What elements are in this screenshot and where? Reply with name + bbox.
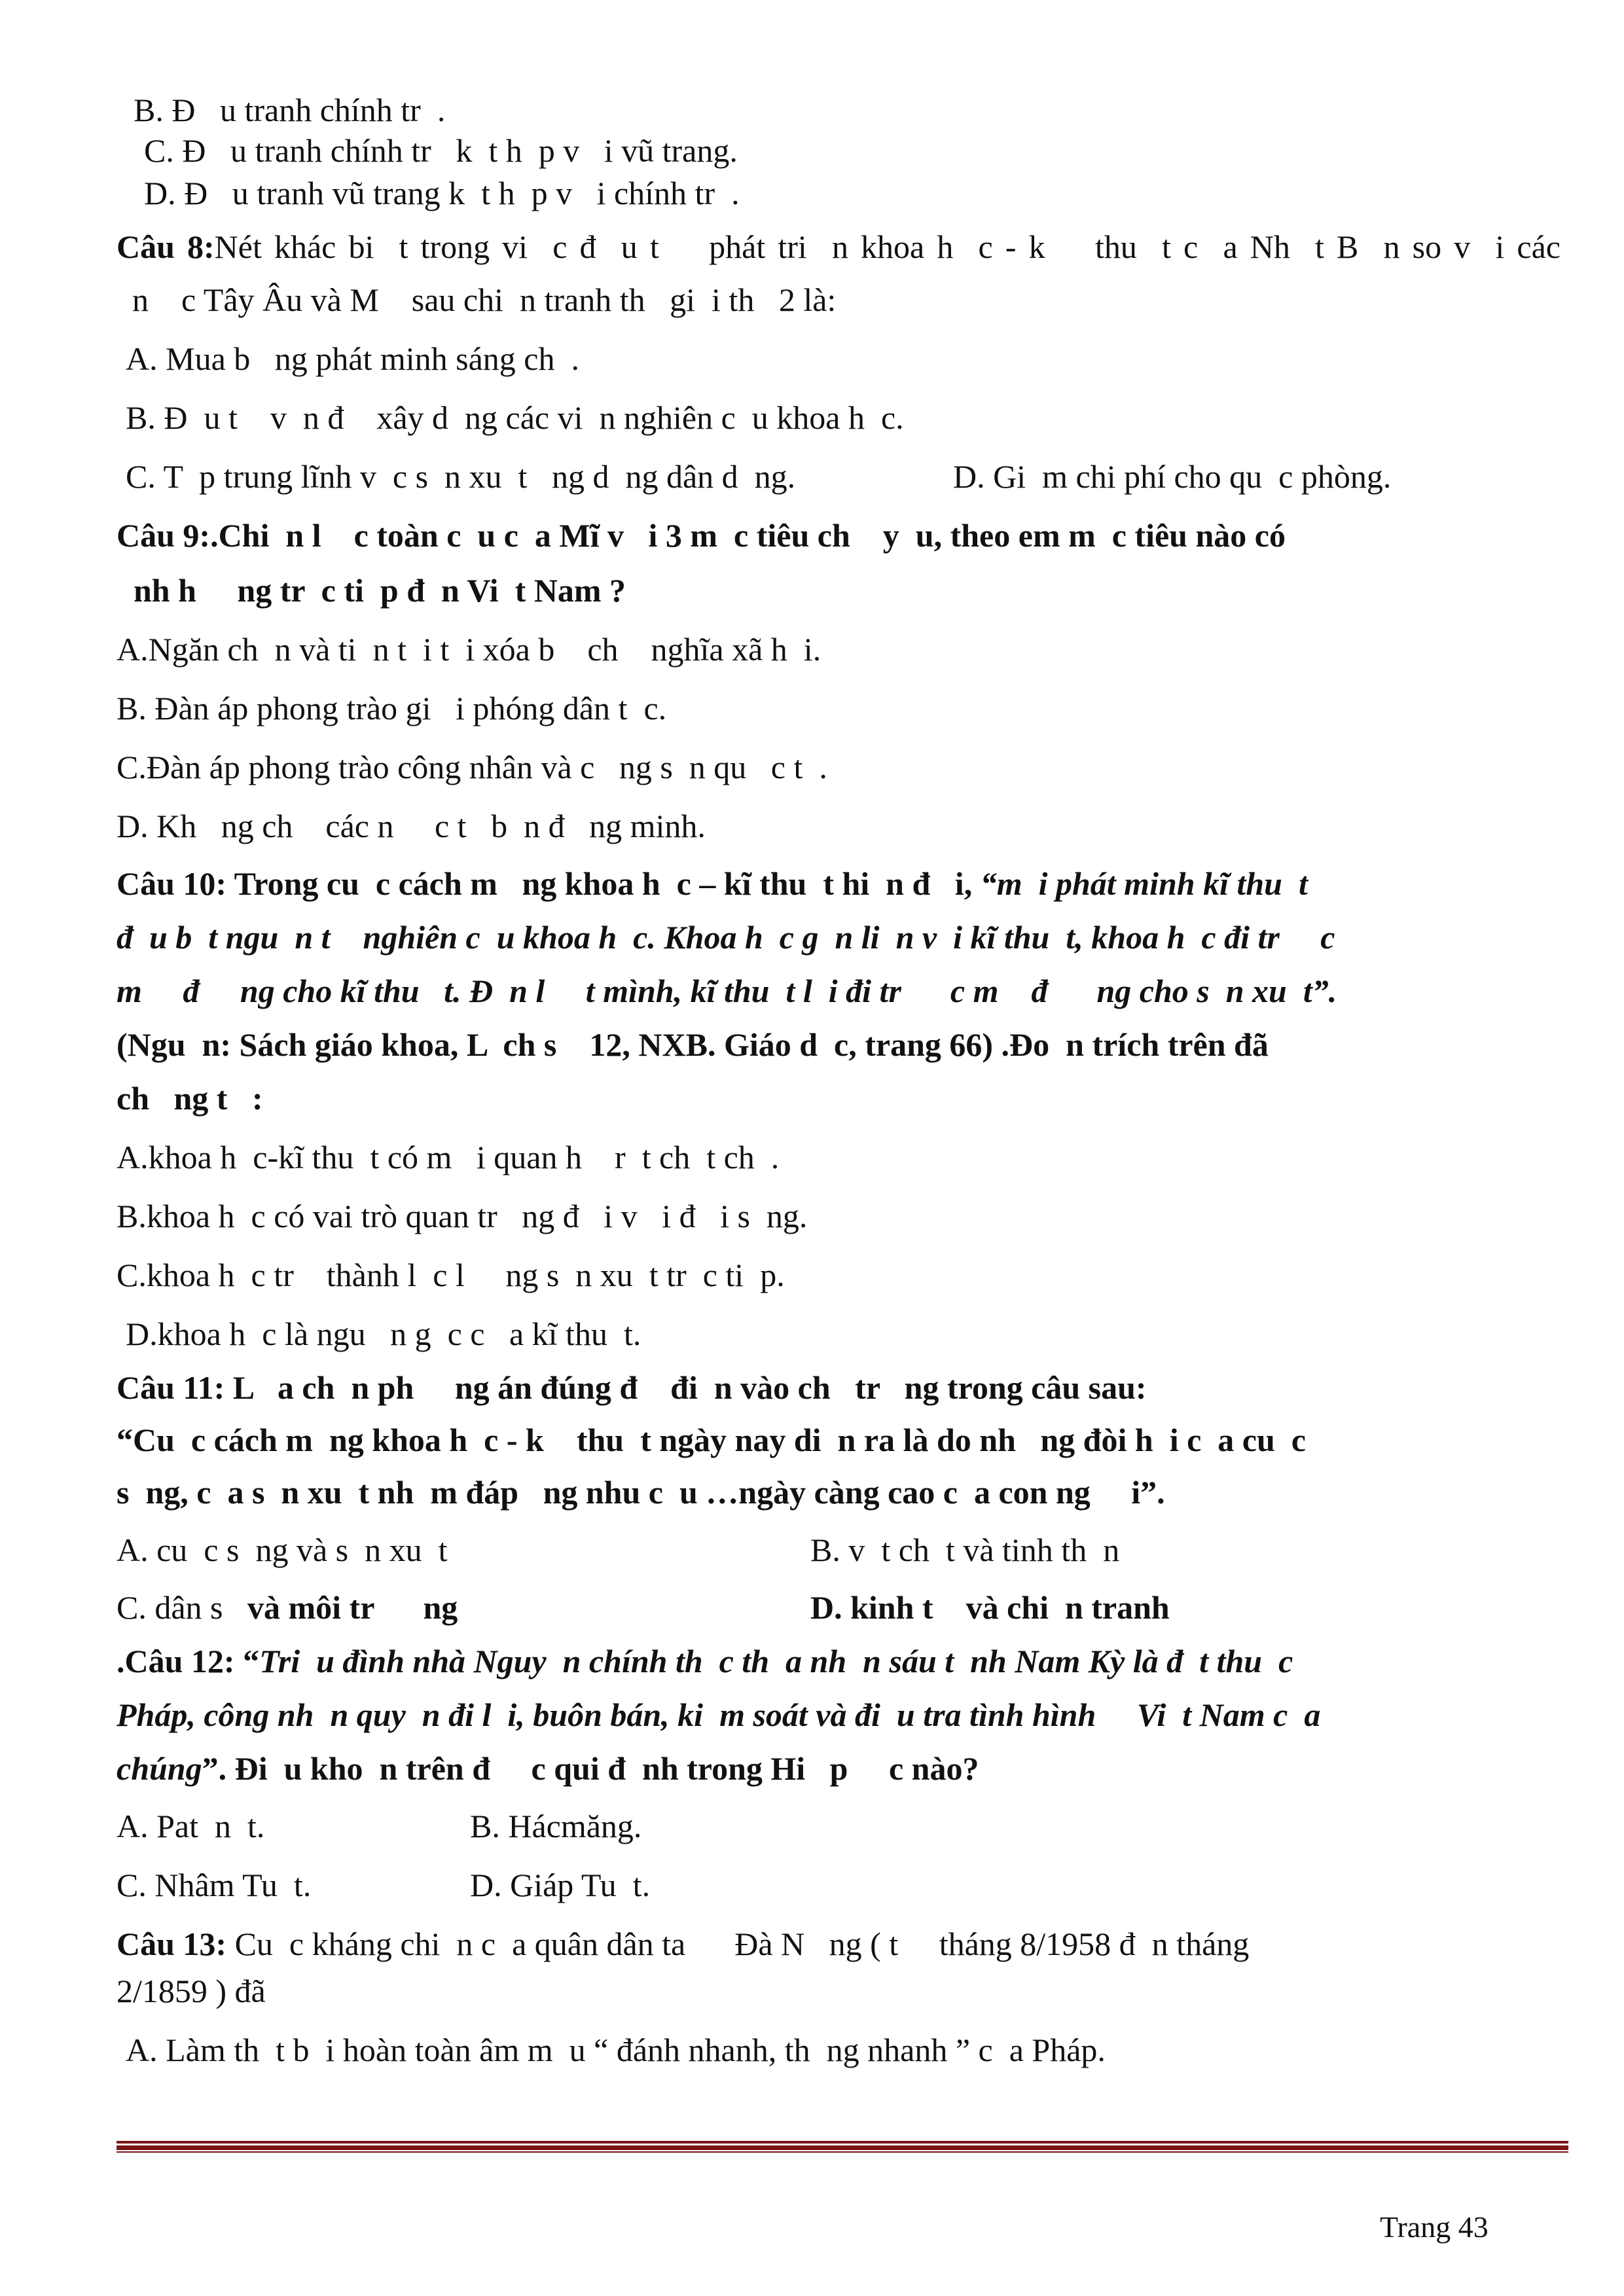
question-10-line-1 — [117, 864, 1308, 903]
question-9-label: Câu 9: — [117, 517, 211, 554]
question-9-text-1: .Chi n l c toàn c u c a Mĩ v i 3 m c tiêu ch y u, theo em m c tiêu nào có — [210, 517, 1286, 554]
question-10-option-a: A.khoa h c-kĩ thu t có m i quan h r t ch t ch . — [117, 1139, 780, 1175]
question-12-option-d: D. Giáp Tu t. — [470, 1867, 651, 1903]
question-12-quote-2: Pháp, công nh n quy n đi l i, buôn bán, ki m soát và đi u tra tình hình Vi t Nam c a — [117, 1696, 1321, 1733]
question-8-option-a: A. Mua b ng phát minh sáng ch . — [126, 340, 579, 377]
question-11-option-d: D. kinh t và chi n tranh — [810, 1589, 1170, 1626]
footer-rule-line-2 — [117, 2145, 1568, 2150]
question-9-line-1 — [117, 516, 1286, 555]
question-11-line-3: s ng, c a s n xu t nh m đáp ng nhu c u …ngày càng cao c a con ng i”. — [117, 1474, 1165, 1511]
question-10-option-c: C.khoa h c tr thành l c l ng s n xu t tr c ti p. — [117, 1257, 785, 1293]
question-12-option-c: C. Nhâm Tu t. — [117, 1867, 312, 1903]
question-11-option-c — [117, 1588, 458, 1627]
question-10-quote-2: đ u b t ngu n t nghiên c u khoa h c. Khoa h c g n li n v i kĩ thu t, khoa h c đi tr c — [117, 919, 1335, 956]
question-12-quote-1: Tri u đình nhà Nguy n chính th c th a nh n sáu t nh Nam Kỳ là đ t thu c — [259, 1643, 1293, 1679]
question-10-quote-1: “m i phát minh kĩ thu t — [980, 865, 1308, 902]
question-12-option-a: A. Pat n t. — [117, 1808, 265, 1844]
question-8-text-1: Nét khác bi t trong vi c đ u t phát tri n khoa h c - k thu t c a Nh t B n so v i các — [214, 228, 1561, 265]
question-11-option-a: A. cu c s ng và s n xu t — [117, 1532, 448, 1568]
question-13-option-a: A. Làm th t b i hoàn toàn âm m u “ đánh nhanh, th ng nhanh ” c a Pháp. — [126, 2032, 1106, 2068]
question-11-line-2: “Cu c cách m ng khoa h c - k thu t ngày nay di n ra là do nh ng đòi h i c a cu c — [117, 1422, 1306, 1458]
question-10-line-5: ch ng t : — [117, 1080, 263, 1117]
question-12-line-3 — [117, 1749, 979, 1788]
question-11-option-c-text: C. dân s — [117, 1589, 247, 1626]
footer-rule-line-3 — [117, 2151, 1568, 2153]
question-12-label: .Câu 12: “ — [117, 1643, 260, 1679]
footer-rule-line-1 — [117, 2141, 1568, 2144]
question-9-option-b: B. Đàn áp phong trào gi i phóng dân t c. — [117, 690, 667, 726]
question-10-option-b: B.khoa h c có vai trò quan tr ng đ i v i đ i s ng. — [117, 1198, 808, 1234]
question-10-source: (Ngu n: Sách giáo khoa, L ch s 12, NXB. Giáo d c, trang 66) .Đo n trích trên đã — [117, 1026, 1269, 1063]
question-13-line-2: 2/1859 ) đã — [117, 1973, 266, 2009]
question-12-option-b: B. Hácmăng. — [470, 1808, 642, 1844]
question-9-option-a: A.Ngăn ch n và ti n t i t i xóa b ch nghĩa xã h i. — [117, 631, 821, 668]
page-number: Trang 43 — [1380, 2210, 1489, 2244]
question-10-quote-3: m đ ng cho kĩ thu t. Đ n l t mình, kĩ thu t l i đi tr c m đ ng cho s n xu t”. — [117, 973, 1337, 1009]
question-11-line-1: Câu 11: L a ch n ph ng án đúng đ đi n vào ch tr ng trong câu sau: — [117, 1369, 1147, 1406]
question-8-label: Câu 8: — [117, 228, 215, 265]
question-9-option-c: C.Đàn áp phong trào công nhân và c ng s n qu c t . — [117, 749, 827, 785]
question-10-label: Câu 10: — [117, 865, 227, 902]
question-12-quote-3: chúng — [117, 1750, 202, 1787]
footer-rule — [117, 2141, 1568, 2153]
question-8-line-1 — [117, 227, 1561, 266]
question-13-text-1: Cu c kháng chi n c a quân dân ta Đà N ng ( t tháng 8/1958 đ n tháng — [226, 1926, 1250, 1962]
question-11-option-c-bold: và môi tr ng — [247, 1589, 458, 1626]
question-12-line-1 — [117, 1641, 1293, 1681]
option-d-prev: D. Đ u tranh vũ trang k t h p v i chính tr . — [144, 175, 740, 211]
question-8-option-d: D. Gi m chi phí cho qu c phòng. — [953, 458, 1392, 495]
question-9-line-2: nh h ng tr c ti p đ n Vi t Nam ? — [134, 572, 626, 609]
question-8-option-b: B. Đ u t v n đ xây d ng các vi n nghiên c u khoa h c. — [126, 399, 904, 436]
question-10-text-1: Trong cu c cách m ng khoa h c – kĩ thu t hi n đ i, — [226, 865, 981, 902]
question-10-option-d: D.khoa h c là ngu n g c c a kĩ thu t. — [126, 1316, 641, 1352]
option-c-prev: C. Đ u tranh chính tr k t h p v i vũ trang. — [144, 132, 738, 169]
question-13-line-1 — [117, 1924, 1249, 1964]
question-8-option-c: C. T p trung lĩnh v c s n xu t ng d ng dân d ng. — [126, 458, 796, 495]
question-13-label: Câu 13: — [117, 1926, 227, 1962]
question-12-text-3: ”. Đi u kho n trên đ c qui đ nh trong Hi p c nào? — [202, 1750, 979, 1787]
question-9-option-d: D. Kh ng ch các n c t b n đ ng minh. — [117, 808, 706, 844]
option-b-prev: B. Đ u tranh chính tr . — [134, 92, 446, 128]
question-8-line-2: n c Tây Âu và M sau chi n tranh th gi i th 2 là: — [132, 281, 837, 318]
question-11-option-b: B. v t ch t và tinh th n — [810, 1532, 1120, 1568]
